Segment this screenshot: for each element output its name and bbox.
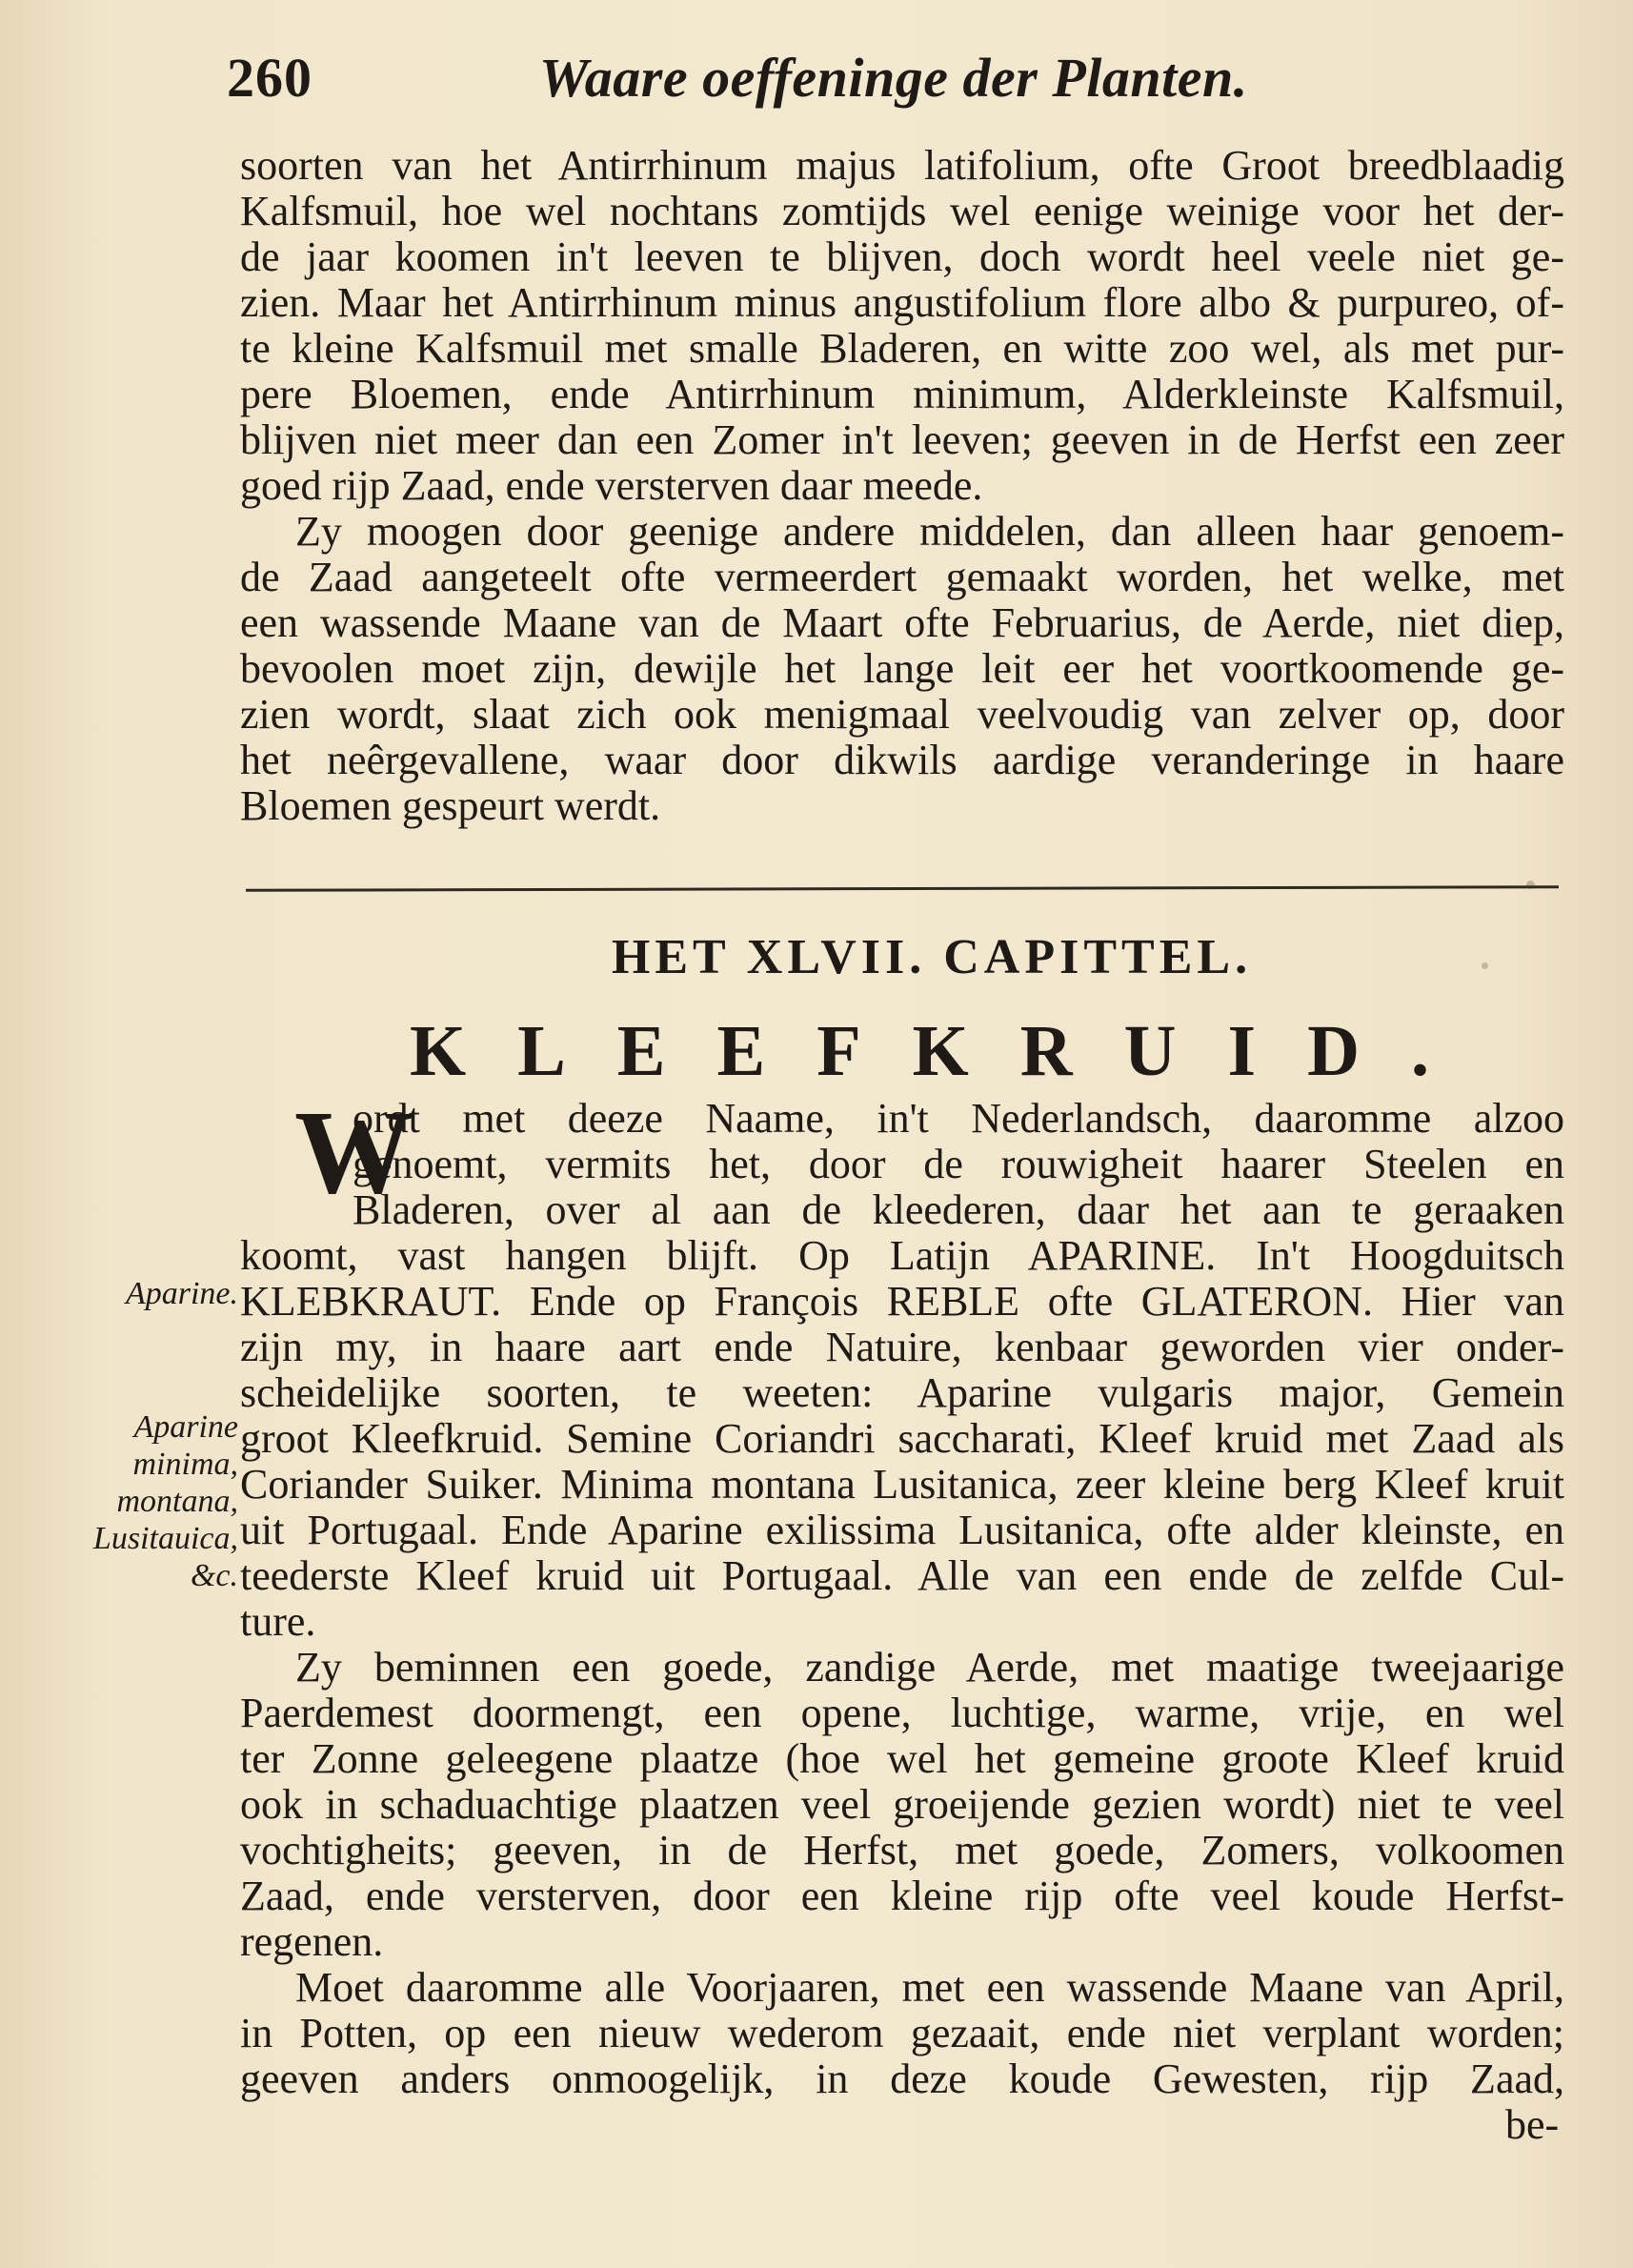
ink-spot bbox=[1526, 881, 1535, 889]
text-line: KLEBKRAUT. Ende op François REBLE ofte GLATERON. Hier van bbox=[240, 1278, 1564, 1325]
section-divider bbox=[246, 885, 1559, 892]
text-line: zien. Maar het Antirrhinum minus angustifolium flore albo & purpureo, of- bbox=[240, 279, 1564, 326]
text-line: Bladeren, over al aan de kleederen, daar het aan te geraaken bbox=[353, 1186, 1564, 1233]
text-line: groot Kleefkruid. Semine Coriandri saccharati, Kleef kruid met Zaad als bbox=[240, 1415, 1564, 1462]
text-line: te kleine Kalfsmuil met smalle Bladeren, en witte zoo wel, als met pur- bbox=[240, 325, 1564, 372]
text-line: soorten van het Antirrhinum majus latifolium, ofte Groot breedblaadig bbox=[240, 142, 1564, 189]
text-line: goed rijp Zaad, ende versterven daar meede. bbox=[240, 462, 983, 509]
text-line: de Zaad aangeteelt ofte vermeerdert gemaakt worden, het welke, met bbox=[240, 554, 1564, 600]
text-line: Coriander Suiker. Minima montana Lusitanica, zeer kleine berg Kleef kruit bbox=[240, 1461, 1564, 1508]
text-line: Zy moogen door geenige andere middelen, dan alleen haar genoem- bbox=[295, 508, 1564, 555]
side-note-species: Aparine bbox=[133, 1409, 238, 1445]
text-line: in Potten, op een nieuw wederom gezaait, ende niet verplant worden; bbox=[240, 2010, 1564, 2056]
running-head: Waare oeffeninge der Planten. bbox=[539, 47, 1248, 109]
text-line: scheidelijke soorten, te weeten: Aparine vulgaris major, Gemein bbox=[240, 1369, 1564, 1416]
text-line: ook in schaduachtige plaatzen veel groeijende gezien wordt) niet te veel bbox=[240, 1781, 1564, 1828]
text-line: zijn my, in haare aart ende Natuire, kenbaar geworden vier onder- bbox=[240, 1324, 1564, 1370]
catchword: be- bbox=[1505, 2101, 1560, 2148]
text-line: Zy beminnen een goede, zandige Aerde, met maatige tweejaarige bbox=[295, 1644, 1564, 1691]
chapter-title: KLEEFKRUID. bbox=[410, 1011, 1481, 1091]
text-line: een wassende Maane van de Maart ofte Februarius, de Aerde, niet diep, bbox=[240, 599, 1564, 646]
side-note-species: montana, bbox=[116, 1484, 238, 1519]
text-line: de jaar koomen in't leeven te blijven, doch wordt heel veele niet ge- bbox=[240, 233, 1564, 280]
ink-spot bbox=[1482, 962, 1488, 969]
text-line: Zaad, ende versterven, door een kleine rijp ofte veel koude Herfst- bbox=[240, 1873, 1564, 1919]
text-line: zien wordt, slaat zich ook menigmaal veelvoudig van zelver op, door bbox=[240, 691, 1564, 738]
text-line: bevoolen moet zijn, dewijle het lange leit eer het voortkoomende ge- bbox=[240, 645, 1564, 692]
side-note-aparine: Aparine. bbox=[125, 1276, 238, 1311]
text-line: regenen. bbox=[240, 1918, 384, 1965]
text-line: vochtigheits; geeven, in de Herfst, met goede, Zomers, volkoomen bbox=[240, 1827, 1564, 1873]
text-line: ter Zonne geleegene plaatze (hoe wel het gemeine groote Kleef kruid bbox=[240, 1735, 1564, 1782]
text-line: uit Portugaal. Ende Aparine exilissima Lusitanica, ofte alder kleinste, en bbox=[240, 1507, 1564, 1553]
text-line: koomt, vast hangen blijft. Op Latijn APARINE. In't Hoogduitsch bbox=[240, 1232, 1564, 1279]
text-line: ture. bbox=[240, 1598, 316, 1645]
text-line: genoemt, vermits het, door de rouwigheit haarer Steelen en bbox=[353, 1141, 1564, 1187]
text-line: het neêrgevallene, waar door dikwils aardige veranderinge in haare bbox=[240, 737, 1564, 783]
text-line: Bloemen gespeurt werdt. bbox=[240, 782, 661, 829]
side-note-species: Lusitauica, bbox=[92, 1521, 238, 1556]
text-line: Moet daaromme alle Voorjaaren, met een wassende Maane van April, bbox=[295, 1964, 1564, 2011]
chapter-heading: HET XLVII. CAPITTEL. bbox=[611, 930, 1253, 984]
side-note-species: minima, bbox=[132, 1447, 238, 1482]
text-line: pere Bloemen, ende Antirrhinum minimum, Alderkleinste Kalfsmuil, bbox=[240, 371, 1564, 417]
text-line: blijven niet meer dan een Zomer in't leeven; geeven in de Herfst een zeer bbox=[240, 416, 1564, 463]
text-line: geeven anders onmoogelijk, in deze koude Gewesten, rijp Zaad, bbox=[240, 2055, 1564, 2102]
text-line: Kalfsmuil, hoe wel nochtans zomtijds wel eenige weinige voor het der- bbox=[240, 188, 1564, 234]
text-line: Paerdemest doormengt, een opene, luchtige, warme, vrije, en wel bbox=[240, 1690, 1564, 1736]
text-line: teederste Kleef kruid uit Portugaal. Alle van een ende de zelfde Cul- bbox=[240, 1552, 1564, 1599]
text-line: ordt met deeze Naame, in't Nederlandsch, daaromme alzoo bbox=[353, 1095, 1564, 1142]
page-number: 260 bbox=[227, 47, 312, 109]
side-note-species: &c. bbox=[190, 1558, 238, 1593]
drop-cap: W bbox=[294, 1087, 413, 1219]
